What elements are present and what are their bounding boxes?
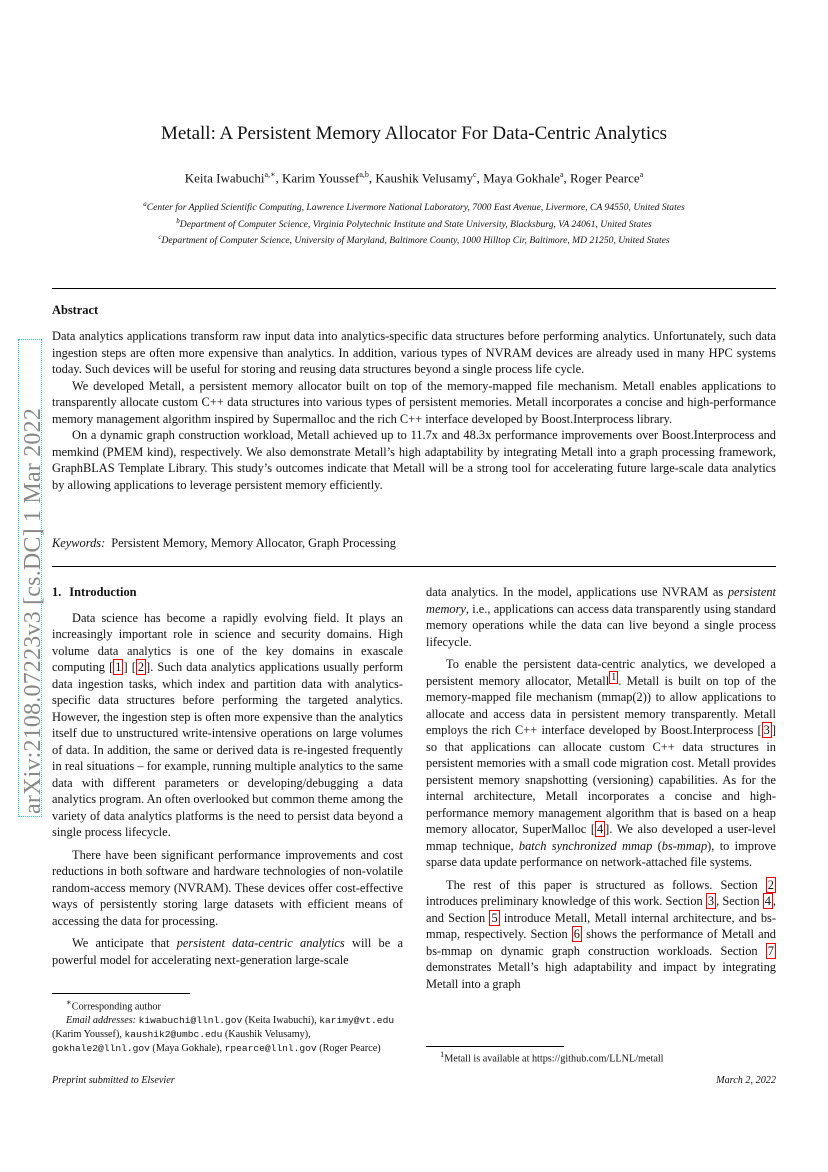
footnote-rule bbox=[426, 1046, 564, 1047]
footer-left: Preprint submitted to Elsevier bbox=[52, 1075, 175, 1086]
arxiv-stamp bbox=[2, 327, 52, 825]
footnote-rule bbox=[52, 993, 190, 994]
right-column bbox=[426, 584, 776, 992]
author-affiliation-mark[interactable]: c bbox=[473, 170, 477, 179]
intro-paragraph: We anticipate that persistent data-centric analytics will be a powerful model for accelerating next-generation large-scale bbox=[52, 936, 404, 967]
intro-paragraph: Data science has become a rapidly evolving field. It plays an increasingly important role in science and security domains. High volume data analytics is one of the key domains in exascale computing [ 1 ] [ 2 ]. Such data analytics applications usually perform data ingestion tasks, which index and partition data with analytics-specific data structures before performing the targeted analytics. However, the ingestion step is often more expensive than the analytics itself due to unstructured write-intensive operations on large volumes of data. In addition, the same or derived data is re-ingested frequently in real situations – for example, running multiple analytics to the same data with different parameters or developing/debugging a data analytics program. An often overlooked but common theme among the variety of data analytics platforms is the need to persist data beyond a single process lifecycle. bbox=[52, 610, 403, 839]
abstract-bottom-rule bbox=[52, 566, 776, 567]
section-link[interactable]: 4 bbox=[764, 894, 771, 909]
author-list: Keita Iwabuchi$^{a,∗}$, Karim Youssef$^{a,b}$, Kaushik Velusamy$^c$, Maya Gokhale$^a$, Roger Pearce$^a$ bbox=[184, 170, 644, 186]
author-affiliation-mark[interactable]: a bbox=[559, 170, 564, 179]
affiliations bbox=[0, 198, 828, 248]
author-name: Keita Iwabuchi bbox=[184, 170, 265, 186]
corresponding-author-note: ∗Corresponding author bbox=[66, 997, 161, 1013]
email-link[interactable]: karimy@vt.edu bbox=[319, 1015, 395, 1027]
email-link[interactable]: kaushik2@umbc.edu bbox=[124, 1028, 223, 1040]
author-affiliation-mark[interactable]: a,b bbox=[359, 170, 369, 179]
left-column bbox=[52, 584, 403, 968]
email-link[interactable]: gokhale2@llnl.gov bbox=[52, 1042, 150, 1054]
email-link[interactable]: kiwabuchi@llnl.gov bbox=[138, 1015, 243, 1027]
affiliation-line: $^b$Department of Computer Science, Virginia Polytechnic Institute and State University, Blacksburg, VA 24061, United States bbox=[176, 216, 652, 230]
section-number: 1. bbox=[52, 585, 62, 599]
abstract-paragraph: We developed Metall, a persistent memory allocator built on top of the memory-mapped file mechanism. Metall enables applications to transparently allocate custom C++ data structures into various types of persistent memories. Metall incorporates a concise and high-performance memory management algorithm inspired by Supermalloc and the rich C++ interface developed by Boost.Interprocess library. bbox=[52, 378, 776, 426]
keywords-text: Persistent Memory, Memory Allocator, Graph Processing bbox=[111, 536, 396, 550]
section-link[interactable]: 6 bbox=[573, 927, 580, 942]
arxiv-stamp-text: arXiv:2108.07223v3 [cs.DC] 1 Mar 2022 bbox=[20, 407, 46, 814]
author-name: Roger Pearce bbox=[570, 170, 640, 186]
citation-link[interactable]: 4 bbox=[596, 822, 604, 837]
section-link[interactable]: 2 bbox=[767, 877, 774, 892]
footnote-link[interactable]: 1 bbox=[611, 671, 617, 683]
abstract-heading: Abstract bbox=[52, 303, 99, 317]
affiliation-line: $^a$Center for Applied Scientific Computing, Lawrence Livermore National Laboratory, 7000 East Avenue, Livermore, CA 94550, United States bbox=[143, 200, 685, 214]
email-addresses: Email addresses: kiwabuchi@llnl.gov (Keita Iwabuchi), karimy@vt.edu (Karim Youssef), kaushik2@umbc.edu (Kaushik Velusamy), gokhale2@llnl.gov (Maya Gokhale), rpearce@llnl.gov (Roger Pearce) bbox=[52, 1015, 395, 1054]
section-link[interactable]: 7 bbox=[767, 943, 774, 958]
intro-paragraph: There have been significant performance improvements and cost reductions in both software and hardware technologies of non-volatile random-access memory (NVRAM). These devices offer cost-effective ways of persistently storing large datasets with efficient means of accessing the data for processing. bbox=[52, 847, 403, 928]
keywords-label: Keywords: bbox=[52, 536, 106, 550]
footnotes bbox=[52, 996, 403, 1056]
author-affiliation-mark[interactable]: a bbox=[639, 170, 644, 179]
email-link[interactable]: rpearce@llnl.gov bbox=[224, 1042, 317, 1054]
author-name: Maya Gokhale bbox=[483, 170, 560, 186]
author-affiliation-mark[interactable]: a,∗ bbox=[264, 170, 276, 179]
abstract-paragraph: On a dynamic graph construction workload, Metall achieved up to 11.7x and 48.3x performance improvements over Boost.Interprocess and memkind (PMEM kind), respectively. We also demonstrate Metall’s high adaptability by integrating Metall into a graph processing framework, GraphBLAS Template Library. This study’s outcomes indicate that Metall will be a strong tool for accelerating future large-scale data analytics by allowing applications to leverage persistent memory efficiently. bbox=[52, 428, 776, 492]
intro-paragraph: data analytics. In the model, applications use NVRAM as persistent memory, i.e., applications can access data transparently using standard memory operations while the data can live beyond a single process lifecycle. bbox=[426, 585, 776, 649]
citation-link[interactable]: 3 bbox=[763, 723, 770, 738]
section-title: Introduction bbox=[69, 585, 137, 599]
intro-paragraph: The rest of this paper is structured as follows. Section 2 introduces preliminary knowledge of this work. Section 3 , Section 4 , and Section 5 introduce Metall, Metall internal architecture, and bs-mmap, respectively. Section 6 shows the performance of Metall and bs-mmap on dynamic graph construction workloads. Section 7 demonstrates Metall’s high adaptability and impact by integrating Metall into a graph bbox=[426, 877, 776, 991]
section-link[interactable]: 5 bbox=[491, 910, 498, 925]
top-rule bbox=[52, 288, 776, 289]
author-name: Karim Youssef bbox=[282, 170, 360, 186]
author-name: Kaushik Velusamy bbox=[375, 170, 473, 186]
affiliation-line: $^c$Department of Computer Science, University of Maryland, Baltimore County, 1000 Hilltop Cir, Baltimore, MD 21250, United States bbox=[158, 233, 670, 247]
intro-paragraph: To enable the persistent data-centric analytics, we developed a persistent memory allocator, Metall $^1$ . Metall is built on top of the memory-mapped file mechanism (mmap(2)) to allow applications to allocate and access data in persistent memory transparently. Metall employs the rich C++ interface developed by Boost.Interprocess [ 3 ] so that applications can allocate custom C++ data structures in persistent memories with a small code migration cost. Metall provides persistent memory snapshotting (versioning) capabilities. As for the internal architecture, Metall incorporates a concise and high-performance memory management algorithm that is based on a heap memory allocator, SuperMalloc [ 4 ]. We also developed a user-level mmap technique, batch synchronized mmap (bs-mmap), to improve sparse data update performance on network-attached file systems. bbox=[426, 657, 776, 870]
section-link[interactable]: 3 bbox=[707, 894, 715, 909]
citation-link[interactable]: 1 bbox=[115, 660, 122, 674]
footer-right: March 2, 2022 bbox=[716, 1075, 776, 1086]
paper-title: Metall: A Persistent Memory Allocator For Data-Centric Analytics bbox=[160, 123, 668, 144]
citation-link[interactable]: 2 bbox=[137, 660, 145, 674]
abstract-body bbox=[52, 328, 776, 493]
keywords bbox=[52, 536, 396, 551]
section-heading bbox=[52, 584, 403, 601]
footnote-1: $^1$Metall is available at https://github.com/LLNL/metall bbox=[440, 1049, 664, 1065]
abstract-paragraph: Data analytics applications transform raw input data into analytics-specific data structures before performing analytics. Unfortunately, such data ingestion steps are often more expensive than analytics. In addition, various types of NVRAM devices are already used in many HPC systems today. Such devices will be useful for storing and reusing data structures beyond a single process life cycle. bbox=[52, 329, 776, 376]
